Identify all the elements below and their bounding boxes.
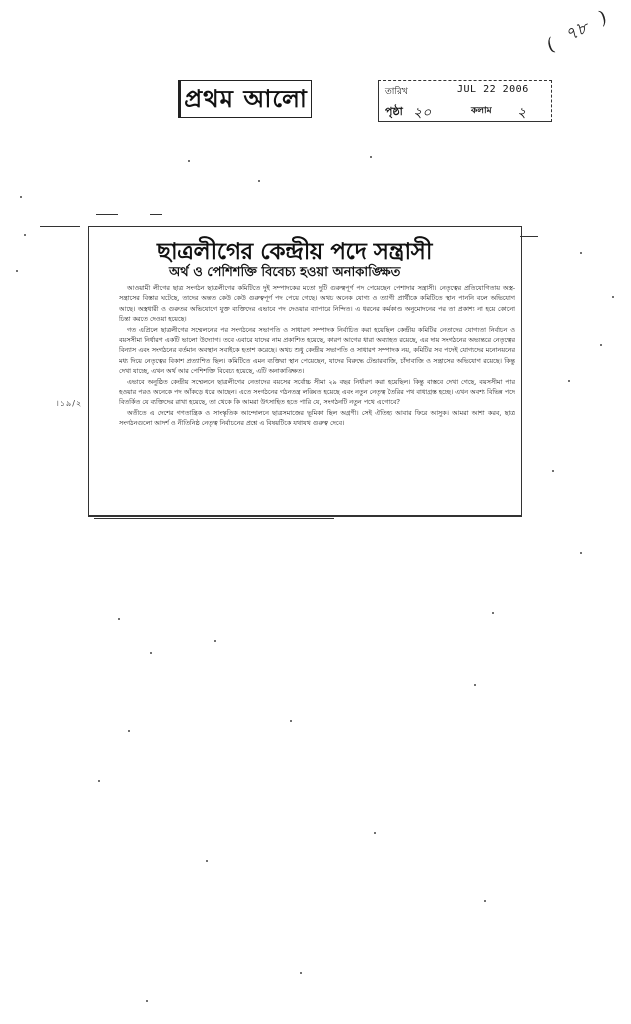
speck	[580, 552, 582, 554]
speck	[492, 612, 494, 614]
speck	[474, 684, 476, 686]
speck	[290, 720, 292, 722]
speck	[128, 730, 130, 732]
stamp-date-value: JUL 22 2006	[457, 84, 529, 95]
stamp-page-value: ২০	[413, 105, 432, 121]
speck	[20, 196, 22, 198]
newspaper-name: প্রথম আলো	[178, 80, 312, 118]
article-paragraph: অতীতে এ দেশের গণতান্ত্রিক ও সাংস্কৃতিক আন্দোলনে ছাত্রসমাজের ভূমিকা ছিল অগ্রণী। সেই ঐতিহ্য আবার ফিরে আসুক। আমরা আশা করব, ছাত্র সংগঠনগুলো আদর্শ ও নীতিনিষ্ঠ নেতৃত্ব নির্বাচনের প্রশ্নে এ বিষয়টিকে যথাযথ গুরুত্ব দেবে।	[119, 408, 515, 428]
speck	[146, 1000, 148, 1002]
article-paragraph: গত এপ্রিলে ছাত্রলীগের সম্মেলনের পর সংগঠনের সভাপতি ও সাধারণ সম্পাদক নির্বাচিত করা হয়েছিল কেন্দ্রীয় কমিটির নেতাদের যোগ্যতা নির্বাচন ও বয়সসীমা নির্ধারণ একটি ভালো উদ্যোগ। তবে এবারে যাদের নাম প্রকাশিত হয়েছে, কারণ আগের ধারা অব্যাহত রয়েছে, এর দায় সংগঠনের অভ্যন্তরে নেতৃত্বের বিন্যাস এবং সংগঠনের বর্তমান অবস্থান সবাইকে হতাশ করেছে। অথচ শুধু কেন্দ্রীয় সভাপতি ও সাধারণ সম্পাদক নয়, কমিটির সব পদেই যোগ্যদের মনোনয়নের মধ্য দিয়ে নেতৃত্বের বিকাশ প্রত্যাশিত ছিল। কমিটিতে এমন ব্যক্তিরা স্থান পেয়েছেন, যাদের বিরুদ্ধে টেন্ডারবাজি, চাঁদাবাজি ও সন্ত্রাসের অভিযোগ রয়েছে। কিন্তু দেখা যাচ্ছে, এখন অর্থ আর পেশিশক্তি বিবেচ্য হয়েছে, এটি অনাকাঙ্ক্ষিত।	[119, 325, 515, 376]
speck	[24, 234, 26, 236]
speck	[16, 270, 18, 272]
article-subhead: অর্থ ও পেশিশক্তি বিবেচ্য হওয়া অনাকাঙ্ক্ষিত	[169, 265, 401, 280]
stamp-page-row	[385, 101, 545, 121]
speck	[300, 972, 302, 974]
stamp-date-label: তারিখ	[385, 87, 408, 97]
speck	[150, 652, 152, 654]
scan-line	[94, 518, 334, 519]
speck	[206, 860, 208, 862]
speck	[612, 296, 614, 298]
stamp-column-value: ২	[517, 105, 527, 121]
article-headline: ছাত্রলীগের কেন্দ্রীয় পদে সন্ত্রাসী	[157, 238, 432, 265]
article-paragraph: এভাবে অনুষ্ঠিত কেন্দ্রীয় সম্মেলনে ছাত্রলীগের নেতাদের বয়সের সর্বোচ্চ সীমা ২৯ বছর নির্ধারণ করা হয়েছিল। কিন্তু বাস্তবে দেখা গেছে, বয়সসীমা পার হওয়ার পরও অনেকে পদ আঁকড়ে ধরে আছেন। এতে সংগঠনের গঠনতন্ত্র লঙ্ঘিত হয়েছে এবং নতুন নেতৃত্ব তৈরির পথ বাধাগ্রস্ত হচ্ছে। এখন অবশ্য বিভিন্ন পদে বিতর্কিত যে ব্যক্তিদের রাখা হয়েছে, তা থেকে কি আমরা উৎসাহিত হতে পারি যে, সংগঠনটি নতুন পথে এগোবে?	[119, 377, 515, 407]
speck	[580, 252, 582, 254]
date-stamp	[378, 80, 552, 122]
scan-line	[520, 236, 538, 237]
article-clipping	[88, 226, 522, 517]
handwritten-page-number: ( ৭৮ )	[542, 1, 612, 64]
speck	[258, 180, 260, 182]
scan-line	[96, 214, 118, 215]
stamp-column-label: কলাম	[471, 106, 492, 116]
speck	[484, 900, 486, 902]
scan-line	[40, 226, 80, 227]
speck	[214, 640, 216, 642]
speck	[374, 832, 376, 834]
speck	[370, 156, 372, 158]
article-body	[119, 283, 515, 511]
stamp-date-row	[385, 84, 545, 98]
margin-note: ।১৯/২	[56, 399, 83, 408]
speck	[118, 618, 120, 620]
speck	[552, 470, 554, 472]
speck	[600, 344, 602, 346]
speck	[568, 380, 570, 382]
speck	[98, 780, 100, 782]
stamp-page-label: পৃষ্ঠা	[385, 105, 403, 118]
article-paragraph: আওয়ামী লীগের ছাত্র সংগঠন ছাত্রলীগের কমিটিতে দুই সম্পাদকের মতো দুটি গুরুত্বপূর্ণ পদ পেয়েছেন পেশাদার সন্ত্রাসী। নেতৃত্বের প্রতিযোগিতায় অস্ত্র-সন্ত্রাসের বিস্তার ঘটেছে, তাদের অন্তত কেউ কেউ গুরুত্বপূর্ণ পদ পেয়ে গেছে। অথচ অনেক যোগ্য ও ত্যাগী প্রার্থীকে কমিটিতে স্থান পাননি বলে অভিযোগ আছে। অস্ত্রধারী ও গুরুতর অভিযোগে যুক্ত ব্যক্তিদের এভাবে পদ দেওয়ার ব্যাপারে নিন্দিত। এ ধরনের কর্মকাণ্ড অনুমোদনের পর তা প্রকাশ্য না হয়ে কোনো চিন্তা করতে দেওয়া হয়েছে।	[119, 284, 515, 324]
speck	[188, 160, 190, 162]
scan-line	[150, 214, 162, 215]
